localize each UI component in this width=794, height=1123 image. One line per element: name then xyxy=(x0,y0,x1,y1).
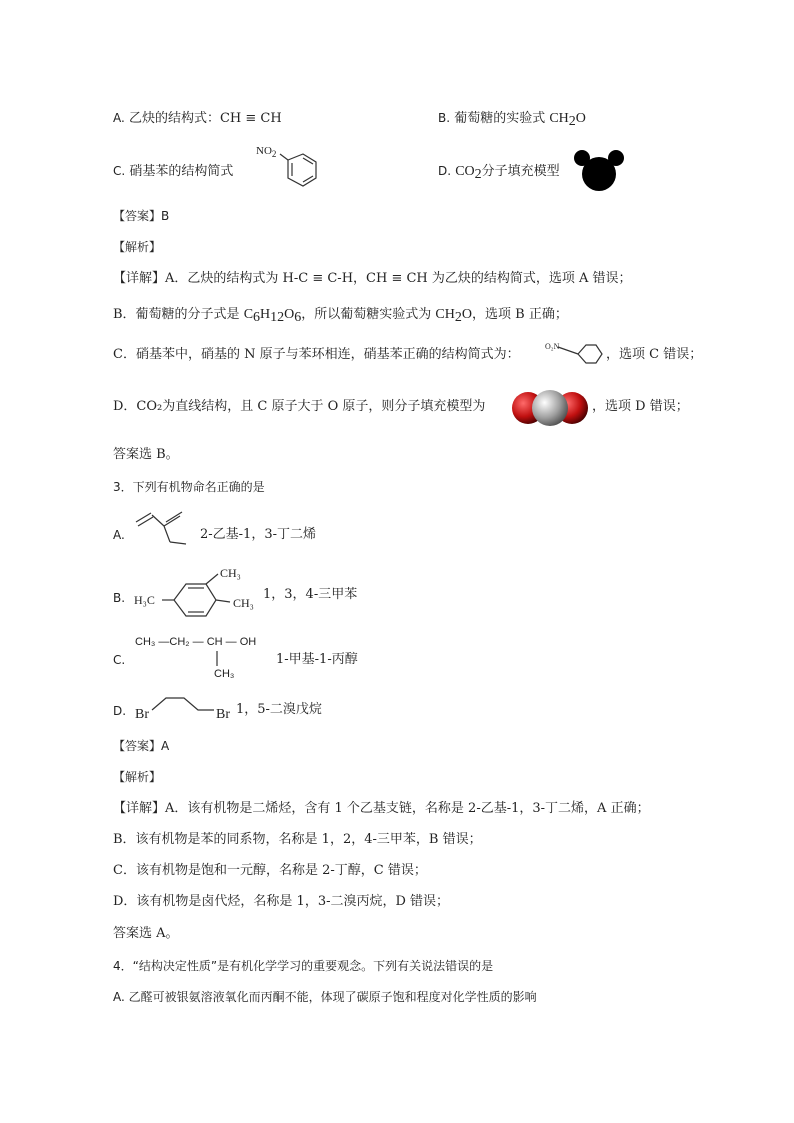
q3-option-d-name: 1，5-二溴戊烷 xyxy=(236,702,322,717)
h3c-label: H₃C xyxy=(134,593,155,607)
q4-stem: 4．“结构决定性质”是有机化学学习的重要观念。下列有关说法错误的是 xyxy=(113,959,494,973)
q2-detail-d-tail: ，选项 D 错误； xyxy=(592,399,689,414)
option-d: D. CO2分子填充模型 xyxy=(438,164,560,182)
q4-option-a: A. 乙醛可被银氨溶液氧化而丙酮不能，体现了碳原子饱和程度对化学性质的影响 xyxy=(113,990,537,1004)
q3-stem: 3．下列有机物命名正确的是 xyxy=(113,480,265,494)
nitrobenzene-correct-structure xyxy=(558,343,606,365)
option-c: C. 硝基苯的结构简式 xyxy=(113,164,234,179)
q3-option-c-name: 1-甲基-1-丙醇 xyxy=(276,652,358,667)
no2-label: $NO_2$ xyxy=(256,145,277,159)
q3-option-a-name: 2-乙基-1，3-丁二烯 xyxy=(200,527,316,542)
ch3-top-label: CH₃ xyxy=(220,566,241,580)
q2-analysis: 【解析】 xyxy=(113,240,162,254)
q3-detail-d: D．该有机物是卤代烃，名称是 1，3-二溴丙烷，D 错误； xyxy=(113,894,450,909)
q3-option-a-label: A. xyxy=(113,528,125,542)
q3-detail-b: B．该有机物是苯的同系物，名称是 1，2，4-三甲苯，B 错误； xyxy=(113,832,482,847)
q3-option-c-label: C. xyxy=(113,653,126,667)
q2-detail-c: C．硝基苯中，硝基的 N 原子与苯环相连，硝基苯正确的结构简式为： xyxy=(113,347,520,362)
q3-analysis: 【解析】 xyxy=(113,770,162,784)
q2-detail-a: 【详解】A．乙炔的结构式为 H-C ≡ C-H，CH ≡ CH 为乙炔的结构简式，选项 A 错误； xyxy=(113,271,632,286)
o2n-label: O₂N xyxy=(545,342,560,351)
co2-space-filling-model xyxy=(512,385,588,431)
q2-conclusion: 答案选 B。 xyxy=(113,447,179,462)
q2-detail-c-tail: ，选项 C 错误； xyxy=(606,347,703,362)
q3-option-b-name: 1，3，4-三甲苯 xyxy=(263,587,358,602)
option-a: A. 乙炔的结构式：CH ≡ CH xyxy=(113,111,282,126)
q2-detail-b: B．葡萄糖的分子式是 C6H12O6，所以葡萄糖实验式为 CH2O，选项 B 正确； xyxy=(113,307,568,325)
nitrobenzene-wrong-structure xyxy=(270,148,320,194)
q3-option-d-label: D. xyxy=(113,704,127,718)
q3-answer: 【答案】A xyxy=(113,739,170,753)
q3-detail-a: 【详解】A．该有机物是二烯烃，含有 1 个乙基支链，名称是 2-乙基-1，3-丁二烯，A 正确； xyxy=(113,801,650,816)
co2-black-model xyxy=(574,148,624,194)
q3-a-structure xyxy=(134,508,194,552)
ch3-right-label: CH₃ xyxy=(233,596,254,610)
q3-c-branch: CH₃ xyxy=(214,668,235,680)
q3-d-chain xyxy=(152,694,218,718)
q2-detail-d: D．CO₂为直线结构，且 C 原子大于 O 原子，则分子填充模型为 xyxy=(113,399,486,414)
option-b: B. 葡萄糖的实验式 CH2O xyxy=(438,111,586,129)
q3-conclusion: 答案选 A。 xyxy=(113,926,179,941)
q3-c-chain: CH₃ —CH₂ — CH — OH xyxy=(135,636,257,648)
q3-detail-c: C．该有机物是饱和一元醇，名称是 2-丁醇，C 错误； xyxy=(113,863,427,878)
q3-option-b-label: B. xyxy=(113,591,126,605)
q2-answer: 【答案】B xyxy=(113,209,170,223)
br-left: Br xyxy=(135,707,149,722)
br-right: Br xyxy=(216,707,230,722)
